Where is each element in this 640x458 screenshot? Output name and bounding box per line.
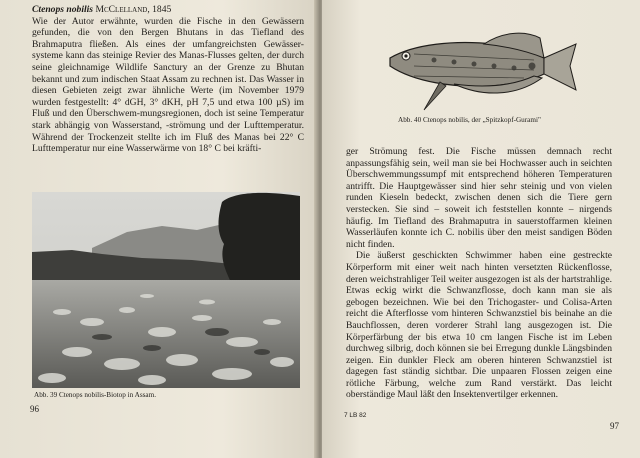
species-heading: Ctenops nobilis: [32, 4, 94, 15]
fish-illustration: [384, 26, 580, 112]
biotope-photo: [32, 192, 300, 388]
right-page-text: [346, 146, 612, 401]
page-number-left: 96: [30, 404, 39, 414]
signature-mark: 7 LB 82: [344, 412, 367, 419]
right-page: [322, 0, 640, 458]
species-author: McClelland, 1845: [95, 4, 172, 15]
figure-caption: Abb. 40 Ctenops nobilis, der „Spitzkopf-Gurami": [398, 116, 541, 124]
right-paragraph-1: ger Strömung fest. Die Fische müssen demnach recht anpassungsfähig sein, weil man sie bei Hochwasser auch in seichten Überschwemmungssumpf mit entsprechend höheren Temperaturen antrifft. Die Hauptgewässer sind hier sehr steinig und von vielen runden Kieseln bedeckt, zwischen denen sich die Tiere gern verstecken. Sie sind – soweit ich feststellen konnte – nirgends häufig. Im Tiefland des Brahmaputra in sauerstoffarmen kleinen Wasserläufen konnte ich C. nobilis über den meist sandigen Böden nicht finden.: [346, 146, 612, 250]
photo-caption: Abb. 39 Ctenops nobilis-Biotop in Assam.: [34, 391, 156, 399]
page-number-right: 97: [610, 421, 619, 431]
left-page: [0, 0, 318, 458]
right-paragraph-2: Die äußerst geschickten Schwimmer haben eine gestreckte Körperform mit einer weit nach hinten versetzten Rückenflosse, deren weichstrahliger Teil weiter ausgezogen ist als der hartstrahlige. Etwas eckig wirkt die Schwanzflosse, doch kann man sie als gebogen bezeichnen. Wie bei den Trichogaster- und Colisa-Arten reicht die Afterflosse vom hinteren Schwanzstiel bis beinahe an die Bauchflossen, deren vorderer Strahl lang ausgezogen ist. Die Körperfärbung der bis etwa 10 cm langen Fische ist im Leben durchweg silbrig, doch können sie bei Erregung dunkle Längsbinden zeigen. Ein dunkler Fleck am oberen hinteren Schwanzstiel ist dagegen fast ständig sichtbar. Die unpaaren Flossen zeigen eine rötliche Färbung, welche zum Rand verstärkt. Das leicht oberständige Maul läßt den Insektenvertilger erkennen.: [346, 250, 612, 401]
left-body-paragraph: Wie der Autor erwähnte, wurden die Fische in den Gewässern gefunden, die von den Bergen Bhutans in das Tiefland des Brahmaputra fließen. Als eines der umfangreichsten Gewässer-systeme kann das steinige Revier des Manas-Flusses gelten, der durch seine gleichnamige Wildlife Sanctury an der Grenze zu Bhutan bekannt und zum indischen Staat Assam zu rechnen ist. Das Wasser in diesen Gebieten zeigt zwar ähnliche Werte (im November 1979 wurden festgestellt: 4° dGH, 3° dKH, pH 7,5 und etwa 100 µS) im Fluß und den Überschwem-mungsregionen, doch ist seine Temperatur stark abhängig von Wasserstand, -strömung und der Lufttemperatur. Während der Trockenzeit stellte ich im Fluß des Manas bei 22° C Lufttemperatur nur eine Wasserwärme von 18° C bei kräfti-: [32, 15, 304, 155]
left-page-text: [32, 4, 304, 155]
